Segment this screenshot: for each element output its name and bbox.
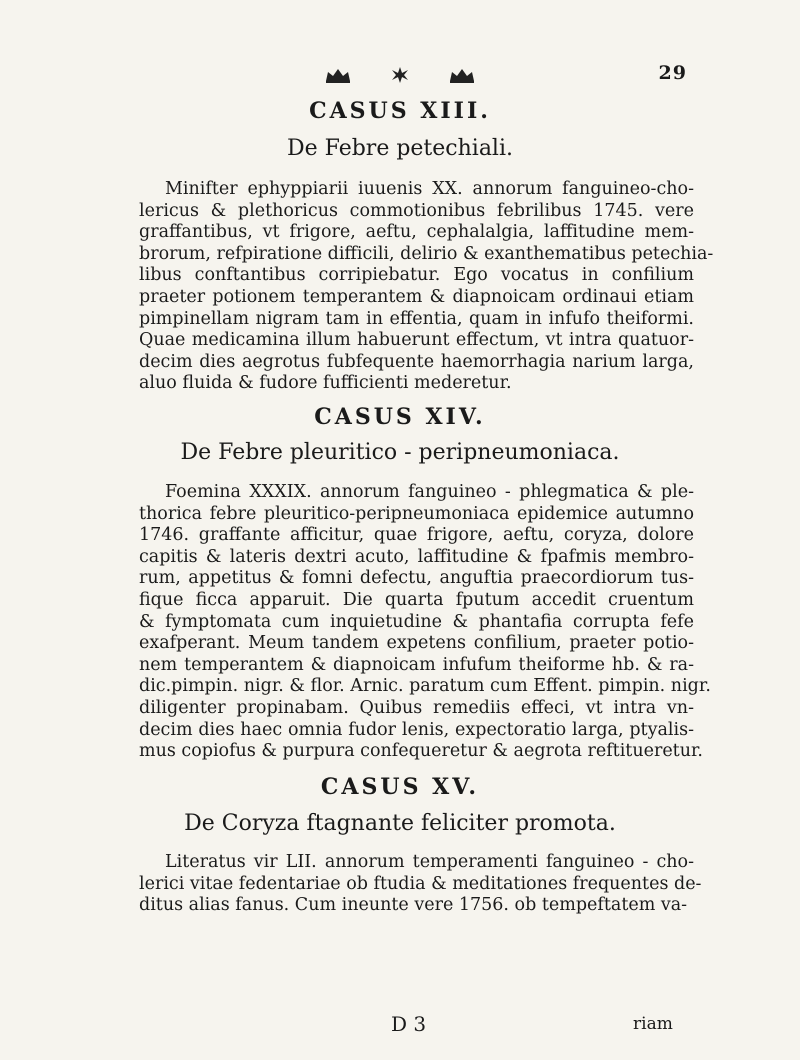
text-line: Foemina XXXIX. annorum fanguineo - phlegmatica & ple-: [165, 482, 694, 502]
footer-line: [0, 1012, 800, 1040]
text-line: praeter potionem temperantem & diapnoicam ordinaui etiam: [139, 286, 694, 307]
case-subtitle: De Febre pleuritico - peripneumoniaca.: [180, 440, 620, 465]
text-line: Literatus vir LII. annorum temperamenti fanguineo - cho-: [165, 852, 694, 872]
case-paragraph: [139, 852, 702, 917]
catchword: riam: [633, 1014, 673, 1034]
case-subtitle: De Coryza ftagnante feliciter promota.: [184, 811, 616, 836]
crown-ornament-icon: [448, 66, 476, 84]
text-line: mus copiofus & purpura confequeretur & aegrota reftitueretur.: [139, 741, 703, 762]
text-line: dic.pimpin. nigr. & flor. Arnic. paratum cum Effent. pimpin. nigr.: [139, 676, 711, 697]
text-line: graffantibus, vt frigore, aeftu, cephalalgia, laffitudine mem-: [139, 222, 694, 243]
text-line: aluo fluida & fudore fufficienti mederetur.: [139, 373, 512, 394]
text-line: & fymptomata cum inquietudine & phantafia corrupta fefe: [139, 611, 694, 632]
page-number: 29: [658, 62, 687, 84]
case-subtitle: De Febre petechiali.: [286, 136, 513, 161]
text-line: nem temperantem & diapnoicam infufum theiforme hb. & ra-: [139, 654, 694, 675]
text-line: exafperant. Meum tandem expetens confilium, praeter potio-: [139, 633, 694, 654]
text-line: capitis & lateris dextri acuto, laffitudine & fpafmis membro-: [139, 546, 694, 567]
text-line: decim dies haec omnia fudor lenis, expectoratio larga, ptyalis-: [139, 719, 694, 740]
text-line: thorica febre pleuritico-peripneumoniaca epidemice autumno: [139, 503, 694, 524]
text-line: decim dies aegrotus fubfequente haemorrhagia narium larga,: [139, 351, 694, 372]
case-paragraph: [139, 482, 711, 763]
case-title: CASUS XIII.: [309, 98, 491, 124]
floral-ornament-icon: [386, 66, 414, 84]
case-title: CASUS XIV.: [314, 404, 486, 430]
text-line: 1746. graffante afficitur, quae frigore, aeftu, coryza, dolore: [139, 525, 694, 546]
text-line: lericus & plethoricus commotionibus febrilibus 1745. vere: [139, 200, 694, 221]
text-line: Minifter ephyppiarii iuuenis XX. annorum fanguineo-cho-: [165, 179, 694, 199]
text-line: Quae medicamina illum habuerunt effectum, vt intra quatuor-: [139, 330, 694, 351]
text-line: ditus alias fanus. Cum ineunte vere 1756. ob tempeftatem va-: [139, 895, 688, 916]
case-title: CASUS XV.: [320, 774, 480, 800]
text-line: diligenter propinabam. Quibus remediis effeci, vt intra vn-: [139, 697, 694, 718]
signature-mark: D 3: [391, 1012, 427, 1036]
crown-ornament-icon: [324, 66, 352, 84]
text-line: brorum, refpiratione difficili, delirio & exanthematibus petechia-: [139, 243, 714, 264]
text-line: lerici vitae fedentariae ob ftudia & meditationes frequentes de-: [139, 873, 702, 894]
text-line: fique ficca apparuit. Die quarta fputum accedit cruentum: [139, 589, 694, 610]
case-paragraph: [139, 179, 714, 395]
text-line: libus conftantibus corripiebatur. Ego vocatus in confilium: [139, 265, 694, 286]
text-line: rum, appetitus & fomni defectu, anguftia praecordiorum tus-: [139, 568, 694, 589]
text-line: pimpinellam nigram tam in effentia, quam in infufo theiformi.: [139, 308, 694, 329]
